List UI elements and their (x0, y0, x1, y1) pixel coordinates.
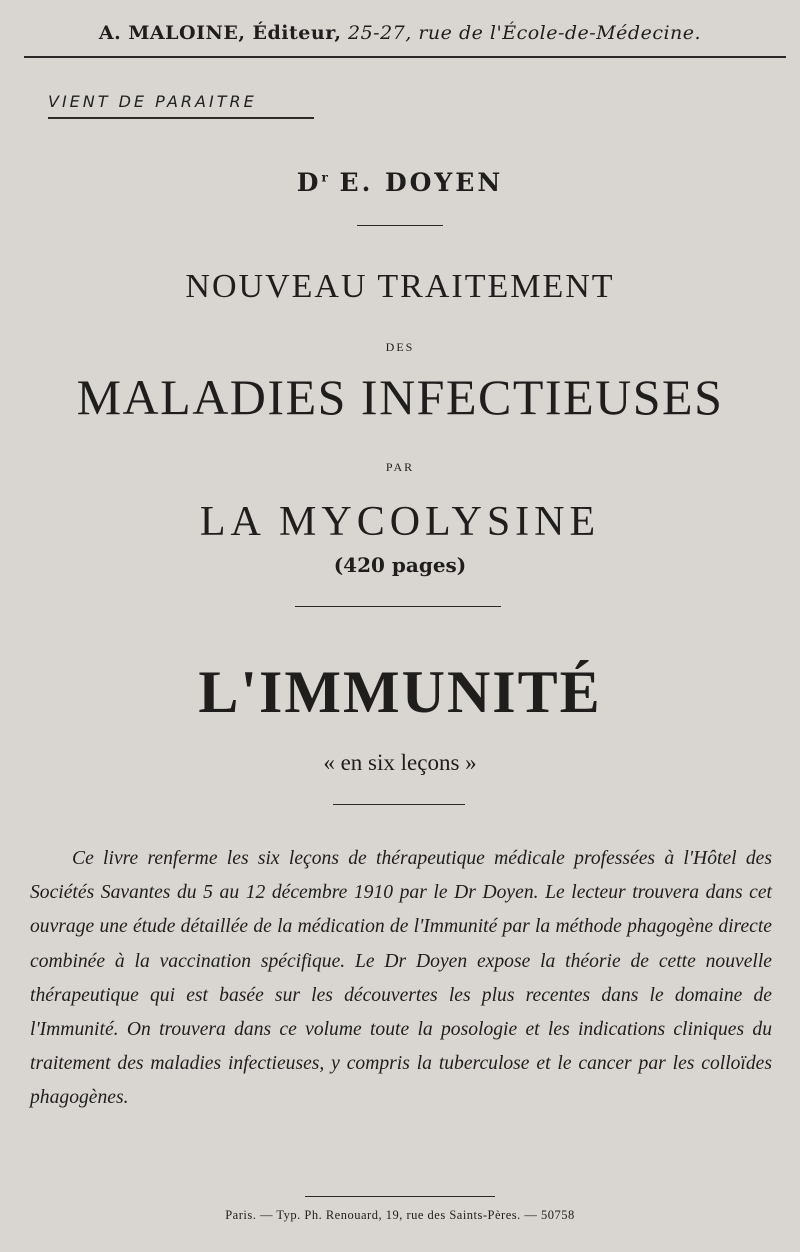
publisher-header (0, 22, 800, 44)
divider-short (357, 225, 443, 226)
description-paragraph: Ce livre renferme les six leçons de thérapeutique médicale professées à l'Hôtel des Sociétés Savantes du 5 au 12 décembre 1910 par le Dr Doyen. Le lecteur trouvera dans cet ouvrage une étude détaillée de la médication de l'Immunité par la méthode phagogène directe combinée à la vaccination spécifique. Le Dr Doyen expose la théorie de cette nouvelle thérapeutique qui est basée sur les découvertes les plus recentes dans le domaine de l'Immunité. On trouvera dans ce volume toute la posologie et les indications cliniques du traitement des maladies infectieuses, y compris la tuberculose et le cancer par les colloïdes phagogènes. (30, 848, 772, 1109)
new-release-banner: VIENT DE PARAITRE (48, 92, 314, 119)
title-line-3: LA MYCOLYSINE (199, 499, 601, 545)
author-title: D (296, 168, 322, 197)
second-subtitle: « en six leçons » (323, 750, 477, 775)
divider-small (333, 804, 465, 805)
title-connector-par: PAR (385, 460, 415, 474)
author-name: E. DOYEN (339, 168, 504, 197)
footer-rule (305, 1196, 495, 1197)
title-connector-des: DES (385, 340, 415, 354)
printer-footer: Paris. — Typ. Ph. Renouard, 19, rue des Saints-Pères. — 50758 (225, 1208, 575, 1222)
divider-medium (295, 606, 501, 607)
author-title-sup: r (321, 170, 328, 185)
second-title: L'IMMUNITÉ (198, 659, 602, 725)
publisher-address: 25-27, rue de l'École-de-Médecine. (348, 22, 702, 44)
publisher-name: A. MALOINE, Éditeur, (98, 22, 342, 44)
title-line-2: MALADIES INFECTIEUSES (76, 369, 724, 425)
page-count: (420 pages) (333, 553, 467, 577)
author-line (0, 168, 800, 197)
header-rule (24, 56, 786, 58)
title-line-1: NOUVEAU TRAITEMENT (185, 268, 615, 305)
